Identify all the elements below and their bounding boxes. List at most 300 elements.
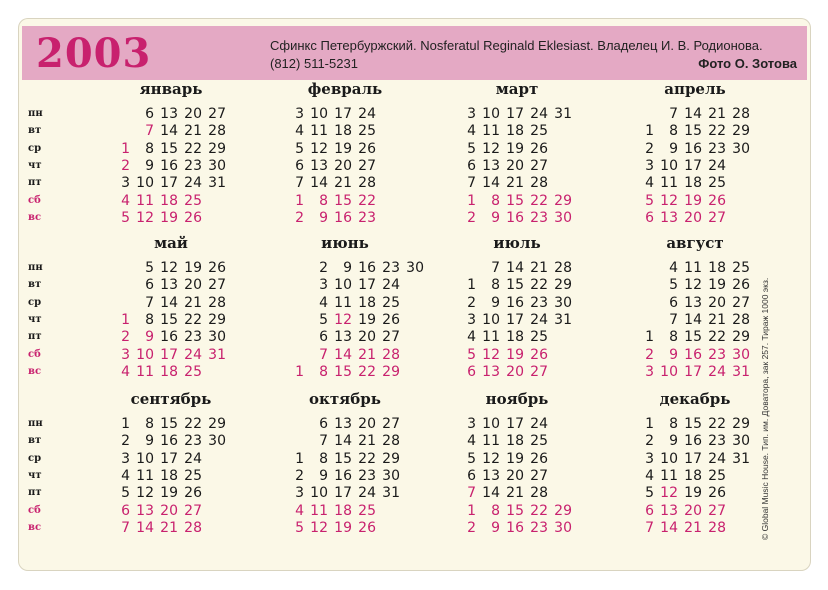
day-cell: 21 (184, 294, 202, 311)
day-cell: 14 (136, 519, 154, 536)
day-cell: 29 (732, 416, 750, 432)
day-cell: 19 (708, 277, 726, 294)
day-cell: 25 (184, 363, 202, 380)
day-cell: 24 (530, 106, 548, 122)
day-cell: 2 (645, 433, 654, 450)
day-cell: 21 (506, 175, 524, 192)
month-3 (630, 80, 810, 230)
day-cell: 7 (669, 106, 678, 122)
day-cell: 2 (295, 467, 304, 484)
day-cell: 19 (506, 346, 524, 363)
weekday-label: вс (28, 365, 42, 377)
day-cell: 16 (506, 294, 524, 311)
day-cell: 18 (334, 502, 352, 519)
month-name: декабрь (659, 390, 731, 408)
weekday-label: сб (28, 194, 41, 206)
day-cell: 13 (660, 502, 678, 519)
print-info-vertical: © Global Music House. Тип. им. Доватора, зак 257. Тираж 1000 экз. (760, 277, 770, 540)
day-cell: 14 (334, 433, 352, 450)
day-cell: 17 (684, 157, 702, 174)
day-cell: 5 (145, 260, 154, 276)
day-cell: 21 (708, 311, 726, 328)
day-cell: 9 (491, 294, 500, 311)
day-cell: 28 (732, 106, 750, 122)
day-cell: 18 (334, 123, 352, 140)
day-cell: 17 (684, 363, 702, 380)
day-cell: 8 (669, 123, 678, 140)
day-cell: 17 (684, 450, 702, 467)
day-cell: 14 (660, 519, 678, 536)
day-cell: 21 (160, 519, 178, 536)
weekday-label: сб (28, 348, 41, 360)
day-cell: 20 (358, 416, 376, 432)
day-cell: 22 (530, 192, 548, 209)
day-cell: 2 (645, 140, 654, 157)
day-cell: 13 (684, 294, 702, 311)
day-cell: 8 (491, 502, 500, 519)
day-cell: 26 (530, 450, 548, 467)
day-cell: 30 (208, 157, 226, 174)
day-cell: 30 (732, 346, 750, 363)
day-cell: 28 (208, 294, 226, 311)
day-cell: 7 (319, 346, 328, 363)
day-cell: 2 (121, 329, 130, 346)
day-cell: 24 (530, 311, 548, 328)
day-cell: 13 (334, 329, 352, 346)
day-cell: 1 (121, 416, 130, 432)
day-cell: 11 (660, 467, 678, 484)
month-name: ноябрь (485, 390, 549, 408)
day-cell: 27 (708, 209, 726, 226)
day-cell: 6 (319, 416, 328, 432)
day-cell: 31 (208, 175, 226, 192)
day-cell: 11 (482, 123, 500, 140)
day-cell: 25 (530, 433, 548, 450)
day-cell: 25 (382, 294, 400, 311)
day-cell: 12 (334, 311, 352, 328)
day-cell: 26 (208, 260, 226, 276)
day-cell: 27 (208, 106, 226, 122)
weekday-label: вт (28, 435, 42, 447)
day-cell: 27 (708, 502, 726, 519)
day-cell: 28 (358, 175, 376, 192)
day-cell: 2 (467, 519, 476, 536)
month-name: октябрь (309, 390, 381, 408)
day-cell: 12 (136, 485, 154, 502)
day-cell: 1 (295, 192, 304, 209)
day-cell: 25 (732, 260, 750, 276)
day-cell: 18 (506, 123, 524, 140)
day-cell: 4 (319, 294, 328, 311)
day-cell: 1 (645, 329, 654, 346)
day-cell: 27 (382, 416, 400, 432)
day-cell: 18 (506, 329, 524, 346)
day-cell: 22 (184, 311, 202, 328)
day-cell: 10 (136, 175, 154, 192)
day-cell: 6 (145, 106, 154, 122)
day-cell: 15 (334, 450, 352, 467)
day-cell: 23 (530, 209, 548, 226)
day-cell: 29 (554, 192, 572, 209)
day-cell: 1 (645, 123, 654, 140)
day-cell: 6 (467, 363, 476, 380)
day-cell: 24 (708, 363, 726, 380)
day-cell: 24 (358, 106, 376, 122)
day-cell: 2 (645, 346, 654, 363)
day-cell: 6 (319, 329, 328, 346)
day-cell: 19 (334, 519, 352, 536)
day-cell: 23 (708, 346, 726, 363)
day-cell: 9 (491, 519, 500, 536)
day-cell: 23 (708, 140, 726, 157)
day-cell: 24 (184, 346, 202, 363)
day-cell: 29 (208, 311, 226, 328)
day-cell: 11 (660, 175, 678, 192)
day-cell: 17 (506, 311, 524, 328)
day-cell: 24 (530, 416, 548, 432)
day-cell: 27 (530, 363, 548, 380)
weekday-label: чт (28, 159, 42, 171)
day-cell: 5 (669, 277, 678, 294)
day-cell: 17 (506, 106, 524, 122)
day-cell: 29 (208, 140, 226, 157)
day-cell: 3 (645, 363, 654, 380)
day-cell: 8 (491, 277, 500, 294)
weekday-label: пн (28, 418, 43, 429)
day-cell: 6 (467, 157, 476, 174)
day-cell: 30 (732, 140, 750, 157)
day-cell: 11 (310, 123, 328, 140)
day-cell: 19 (160, 209, 178, 226)
day-cell: 30 (208, 329, 226, 346)
day-cell: 2 (467, 294, 476, 311)
day-cell: 23 (184, 329, 202, 346)
day-cell: 13 (160, 277, 178, 294)
day-cell: 4 (121, 467, 130, 484)
day-cell: 24 (708, 157, 726, 174)
day-cell: 19 (684, 192, 702, 209)
day-cell: 29 (208, 416, 226, 432)
day-cell: 20 (506, 467, 524, 484)
day-cell: 4 (669, 260, 678, 276)
day-cell: 11 (136, 467, 154, 484)
day-cell: 1 (467, 277, 476, 294)
day-cell: 22 (530, 502, 548, 519)
day-cell: 28 (530, 175, 548, 192)
day-cell: 27 (208, 277, 226, 294)
day-cell: 22 (184, 140, 202, 157)
weekday-label: пт (28, 177, 42, 189)
day-cell: 12 (660, 192, 678, 209)
month-1 (280, 80, 460, 230)
day-cell: 21 (684, 519, 702, 536)
day-cell: 11 (310, 502, 328, 519)
day-cell: 18 (708, 260, 726, 276)
day-cell: 7 (467, 175, 476, 192)
month-11 (630, 390, 810, 540)
day-cell: 10 (660, 363, 678, 380)
weekday-label: вт (28, 125, 42, 137)
day-cell: 28 (530, 485, 548, 502)
day-cell: 8 (145, 416, 154, 432)
day-cell: 22 (708, 416, 726, 432)
day-cell: 20 (184, 277, 202, 294)
day-cell: 13 (310, 157, 328, 174)
day-cell: 15 (684, 416, 702, 432)
day-cell: 26 (530, 140, 548, 157)
day-cell: 28 (382, 346, 400, 363)
day-cell: 10 (310, 106, 328, 122)
day-cell: 6 (145, 277, 154, 294)
day-cell: 1 (121, 311, 130, 328)
day-cell: 15 (506, 192, 524, 209)
day-cell: 24 (708, 450, 726, 467)
day-cell: 5 (121, 485, 130, 502)
day-cell: 26 (382, 311, 400, 328)
day-cell: 8 (319, 363, 328, 380)
day-cell: 5 (295, 519, 304, 536)
day-cell: 19 (358, 311, 376, 328)
day-cell: 16 (684, 140, 702, 157)
day-cell: 29 (382, 363, 400, 380)
day-cell: 14 (482, 485, 500, 502)
day-cell: 8 (669, 416, 678, 432)
month-8 (28, 390, 286, 540)
day-cell: 13 (334, 416, 352, 432)
day-cell: 29 (554, 502, 572, 519)
day-cell: 11 (684, 260, 702, 276)
day-cell: 23 (358, 209, 376, 226)
day-cell: 17 (506, 416, 524, 432)
day-cell: 2 (121, 433, 130, 450)
day-cell: 26 (358, 140, 376, 157)
weekday-label: пн (28, 262, 43, 273)
day-cell: 31 (732, 450, 750, 467)
day-cell: 2 (467, 209, 476, 226)
day-cell: 23 (530, 294, 548, 311)
day-cell: 6 (467, 467, 476, 484)
day-cell: 4 (295, 123, 304, 140)
month-name: май (154, 234, 188, 252)
month-9 (280, 390, 460, 540)
month-4 (28, 234, 286, 384)
day-cell: 15 (506, 277, 524, 294)
day-cell: 9 (491, 209, 500, 226)
day-cell: 29 (382, 450, 400, 467)
day-cell: 13 (482, 363, 500, 380)
day-cell: 10 (136, 450, 154, 467)
day-cell: 21 (530, 260, 548, 276)
day-cell: 19 (506, 140, 524, 157)
month-name: апрель (664, 80, 726, 98)
day-cell: 9 (145, 433, 154, 450)
day-cell: 11 (482, 433, 500, 450)
day-cell: 16 (334, 467, 352, 484)
day-cell: 26 (184, 209, 202, 226)
weekday-label: ср (28, 452, 42, 464)
month-name: март (495, 80, 539, 98)
day-cell: 1 (295, 450, 304, 467)
day-cell: 15 (334, 363, 352, 380)
day-cell: 4 (467, 329, 476, 346)
day-cell: 23 (530, 519, 548, 536)
day-cell: 9 (669, 346, 678, 363)
day-cell: 20 (684, 209, 702, 226)
day-cell: 13 (660, 209, 678, 226)
day-cell: 2 (319, 260, 328, 276)
day-cell: 26 (530, 346, 548, 363)
day-cell: 21 (334, 175, 352, 192)
day-cell: 7 (669, 311, 678, 328)
day-cell: 3 (121, 346, 130, 363)
day-cell: 28 (732, 311, 750, 328)
day-cell: 21 (506, 485, 524, 502)
day-cell: 31 (554, 311, 572, 328)
day-cell: 9 (319, 467, 328, 484)
day-cell: 27 (382, 329, 400, 346)
day-cell: 3 (121, 175, 130, 192)
day-cell: 3 (319, 277, 328, 294)
day-cell: 31 (732, 363, 750, 380)
day-cell: 30 (382, 467, 400, 484)
day-cell: 14 (160, 123, 178, 140)
day-cell: 5 (645, 485, 654, 502)
day-cell: 14 (482, 175, 500, 192)
day-cell: 5 (295, 140, 304, 157)
day-cell: 3 (467, 311, 476, 328)
day-cell: 15 (684, 329, 702, 346)
day-cell: 7 (319, 433, 328, 450)
day-cell: 9 (145, 329, 154, 346)
day-cell: 19 (684, 485, 702, 502)
day-cell: 1 (467, 502, 476, 519)
day-cell: 15 (506, 502, 524, 519)
day-cell: 18 (160, 192, 178, 209)
day-cell: 25 (530, 123, 548, 140)
day-cell: 19 (160, 485, 178, 502)
day-cell: 2 (295, 209, 304, 226)
day-cell: 28 (708, 519, 726, 536)
day-cell: 25 (184, 467, 202, 484)
day-cell: 12 (310, 519, 328, 536)
day-cell: 26 (708, 192, 726, 209)
day-cell: 16 (334, 209, 352, 226)
day-cell: 27 (184, 502, 202, 519)
month-10 (452, 390, 632, 540)
day-cell: 7 (145, 294, 154, 311)
day-cell: 27 (530, 467, 548, 484)
month-name: февраль (307, 80, 383, 98)
day-cell: 23 (184, 157, 202, 174)
month-name: июнь (321, 234, 369, 252)
day-cell: 9 (145, 157, 154, 174)
day-cell: 3 (467, 106, 476, 122)
weekday-label: пт (28, 331, 42, 343)
day-cell: 11 (136, 363, 154, 380)
day-cell: 19 (184, 260, 202, 276)
day-cell: 18 (160, 467, 178, 484)
day-cell: 10 (310, 485, 328, 502)
day-cell: 3 (295, 106, 304, 122)
day-cell: 17 (334, 106, 352, 122)
month-2 (452, 80, 632, 230)
day-cell: 9 (343, 260, 352, 276)
day-cell: 19 (334, 140, 352, 157)
day-cell: 8 (145, 311, 154, 328)
day-cell: 21 (358, 346, 376, 363)
day-cell: 18 (160, 363, 178, 380)
weekday-label: вт (28, 279, 42, 291)
weekday-label: ср (28, 296, 42, 308)
day-cell: 29 (732, 329, 750, 346)
day-cell: 8 (319, 192, 328, 209)
day-cell: 26 (732, 277, 750, 294)
day-cell: 13 (482, 467, 500, 484)
day-cell: 7 (121, 519, 130, 536)
day-cell: 25 (358, 123, 376, 140)
day-cell: 18 (506, 433, 524, 450)
day-cell: 20 (184, 106, 202, 122)
day-cell: 25 (358, 502, 376, 519)
day-cell: 5 (121, 209, 130, 226)
day-cell: 10 (482, 106, 500, 122)
day-cell: 16 (358, 260, 376, 276)
day-cell: 4 (467, 123, 476, 140)
day-cell: 23 (184, 433, 202, 450)
day-cell: 22 (708, 123, 726, 140)
day-cell: 4 (645, 175, 654, 192)
day-cell: 1 (295, 363, 304, 380)
day-cell: 8 (145, 140, 154, 157)
day-cell: 19 (506, 450, 524, 467)
weekday-label: сб (28, 504, 41, 516)
day-cell: 16 (684, 346, 702, 363)
day-cell: 8 (319, 450, 328, 467)
day-cell: 10 (482, 416, 500, 432)
day-cell: 18 (684, 175, 702, 192)
weekday-label: вс (28, 211, 42, 223)
day-cell: 4 (121, 192, 130, 209)
day-cell: 10 (660, 157, 678, 174)
day-cell: 4 (295, 502, 304, 519)
day-cell: 14 (506, 260, 524, 276)
day-cell: 24 (184, 175, 202, 192)
day-cell: 16 (160, 329, 178, 346)
weekday-label: чт (28, 469, 42, 481)
day-cell: 22 (358, 192, 376, 209)
day-cell: 15 (160, 311, 178, 328)
day-cell: 23 (708, 433, 726, 450)
day-cell: 13 (482, 157, 500, 174)
day-cell: 17 (334, 485, 352, 502)
day-cell: 1 (467, 192, 476, 209)
day-cell: 10 (334, 277, 352, 294)
day-cell: 9 (669, 433, 678, 450)
day-cell: 15 (684, 123, 702, 140)
day-cell: 4 (121, 363, 130, 380)
day-cell: 11 (334, 294, 352, 311)
day-cell: 30 (406, 260, 424, 276)
day-cell: 28 (208, 123, 226, 140)
day-cell: 29 (732, 123, 750, 140)
day-cell: 2 (121, 157, 130, 174)
day-cell: 14 (684, 311, 702, 328)
day-cell: 5 (467, 450, 476, 467)
day-cell: 14 (310, 175, 328, 192)
day-cell: 15 (160, 140, 178, 157)
day-cell: 3 (295, 485, 304, 502)
day-cell: 6 (295, 157, 304, 174)
